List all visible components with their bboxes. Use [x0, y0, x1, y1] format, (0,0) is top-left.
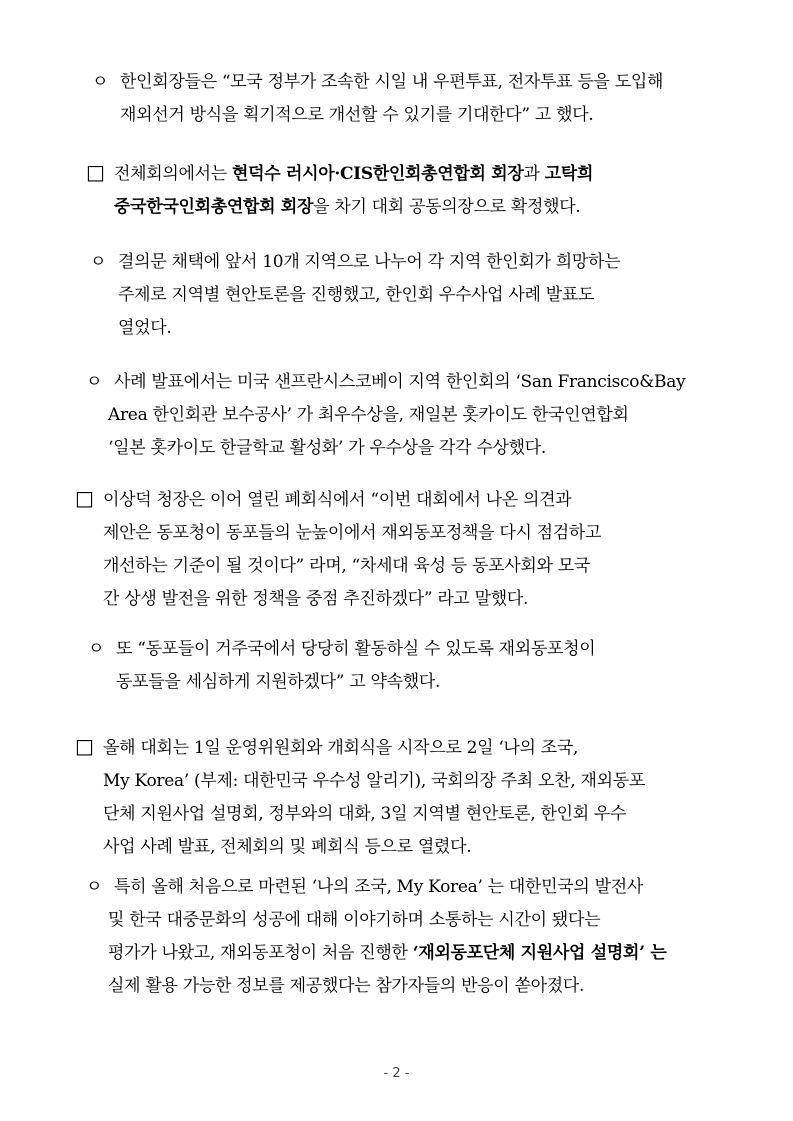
text: Area 한인회관 보수공사’ 가 최우수상을, 재일본 홋카이도 한국인연합회 — [108, 405, 629, 425]
line — [86, 366, 685, 399]
paragraph-1 — [92, 66, 663, 132]
line — [86, 970, 667, 1003]
paragraph-2 — [86, 156, 593, 224]
text: 열었다. — [118, 318, 172, 338]
line — [88, 633, 595, 666]
text: 개선하는 기준이 될 것이다” 라며, “차세대 육성 등 동포사회와 모국 — [103, 556, 590, 576]
page-number: - 2 - — [383, 1066, 410, 1081]
paragraph-8 — [86, 871, 667, 1003]
text: 을 차기 대회 공동의장으로 확정했다. — [313, 197, 581, 217]
line — [92, 66, 663, 99]
line — [92, 99, 663, 132]
text: 평가가 나왔고, 재외동포청이 처음 진행한 — [108, 943, 413, 963]
circle-bullet: ㅇ — [86, 372, 103, 392]
line — [88, 666, 595, 699]
text: 동포들을 세심하게 지원하겠다” 고 약속했다. — [116, 672, 441, 692]
text: 전체회의에서는 — [114, 164, 232, 184]
text: 올해 대회는 1일 운영위원회와 개회식을 시작으로 2일 ‘나의 조국, — [103, 738, 579, 758]
paragraph-3 — [90, 246, 620, 345]
paragraph-4 — [86, 366, 685, 465]
text: 특히 올해 처음으로 마련된 ‘나의 조국, My Korea’ 는 대한민국의 발전사 — [114, 877, 643, 897]
line — [86, 432, 685, 465]
line — [75, 517, 601, 550]
circle-bullet: ㅇ — [86, 877, 103, 897]
line — [86, 871, 667, 904]
text: ‘일본 홋카이도 한글학교 활성화’ 가 우수상을 각각 수상했다. — [108, 438, 546, 458]
paragraph-6 — [88, 633, 595, 699]
circle-bullet: ㅇ — [88, 639, 105, 659]
text: 및 한국 대중문화의 성공에 대해 이야기하며 소통하는 시간이 됐다는 — [108, 910, 601, 930]
paragraph-7 — [75, 730, 645, 864]
square-bullet: □ — [86, 160, 105, 184]
line — [90, 279, 620, 312]
text: 실제 활용 가능한 정보를 제공했다는 참가자들의 반응이 쏟아졌다. — [108, 976, 585, 996]
square-bullet: □ — [75, 486, 94, 510]
circle-bullet: ㅇ — [90, 252, 107, 272]
square-bullet: □ — [75, 734, 94, 758]
line — [75, 765, 645, 798]
text: 제안은 동포청이 동포들의 눈높이에서 재외동포정책을 다시 점검하고 — [103, 523, 602, 543]
line — [75, 831, 645, 864]
line — [75, 798, 645, 831]
text: 결의문 채택에 앞서 10개 지역으로 나누어 각 지역 한인회가 희망하는 — [118, 252, 621, 272]
line — [75, 550, 601, 583]
text: 사업 사례 발표, 전체회의 및 폐회식 등으로 열렸다. — [103, 837, 472, 857]
bold-text: 고탁희 — [544, 164, 594, 184]
line — [75, 583, 601, 616]
text: 사례 발표에서는 미국 샌프란시스코베이 지역 한인회의 ‘San Francisco&Bay — [114, 372, 686, 392]
text: 한인회장들은 “모국 정부가 조속한 시일 내 우편투표, 전자투표 등을 도입해 — [120, 72, 664, 92]
text: 재외선거 방식을 획기적으로 개선할 수 있기를 기대한다” 고 했다. — [120, 105, 594, 125]
line — [86, 156, 593, 191]
bold-text: 현덕수 러시아·CIS한인회총연합회 회장 — [231, 164, 524, 184]
bold-text: ‘재외동포단체 지원사업 설명회’ 는 — [412, 943, 667, 963]
text: 간 상생 발전을 위한 정책을 중점 추진하겠다” 라고 말했다. — [103, 589, 529, 609]
line — [86, 937, 667, 970]
paragraph-5 — [75, 482, 601, 616]
line — [90, 312, 620, 345]
circle-bullet: ㅇ — [92, 72, 109, 92]
line — [86, 904, 667, 937]
line — [86, 191, 593, 224]
text: 단체 지원사업 설명회, 정부와의 대화, 3일 지역별 현안토론, 한인회 우수 — [103, 804, 627, 824]
text: 이상덕 청장은 이어 열린 폐회식에서 “이번 대회에서 나온 의견과 — [103, 490, 572, 510]
line — [75, 730, 645, 765]
text: 또 “동포들이 거주국에서 당당히 활동하실 수 있도록 재외동포청이 — [116, 639, 596, 659]
text: 과 — [523, 164, 545, 184]
line — [90, 246, 620, 279]
line — [86, 399, 685, 432]
text: My Korea’ (부제: 대한민국 우수성 알리기), 국회의장 주최 오찬, 재외동포 — [103, 771, 645, 791]
line — [75, 482, 601, 517]
bold-text: 중국한국인회총연합회 회장 — [114, 197, 314, 217]
text: 주제로 지역별 현안토론을 진행했고, 한인회 우수사업 사례 발표도 — [118, 285, 595, 305]
